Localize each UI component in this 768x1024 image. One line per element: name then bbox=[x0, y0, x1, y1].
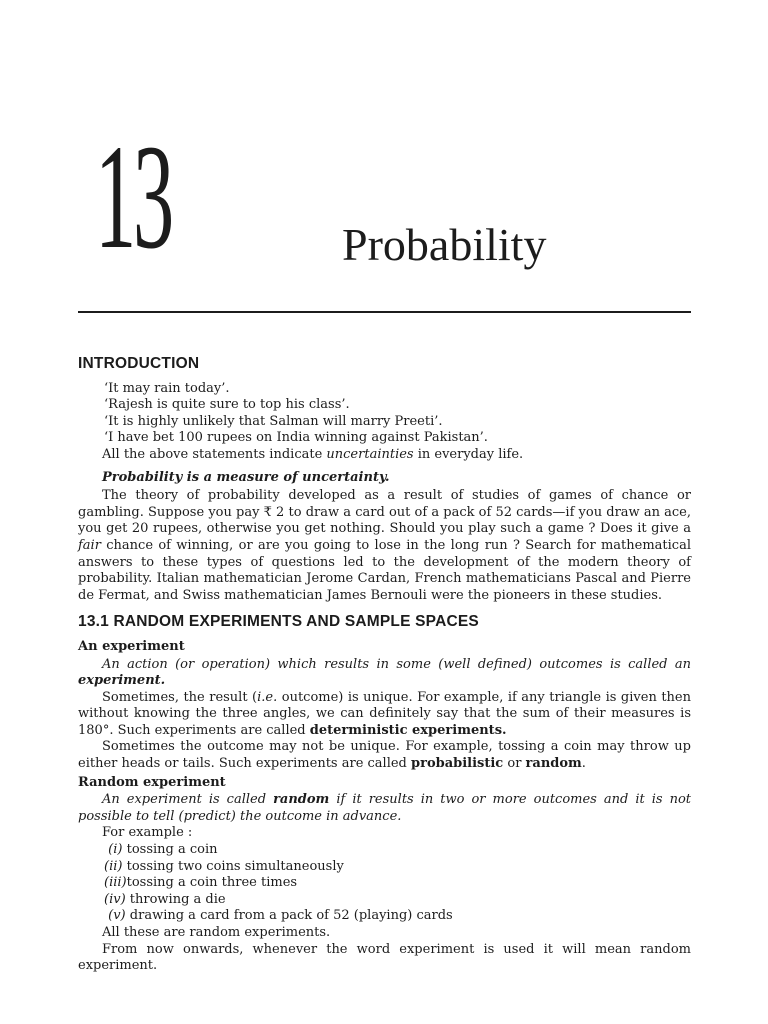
chapter-title: Probability bbox=[342, 219, 547, 270]
random-definition bbox=[78, 792, 691, 825]
probabilistic-paragraph bbox=[78, 739, 691, 772]
example-item-1 bbox=[78, 842, 691, 859]
example-item-4 bbox=[78, 892, 691, 909]
example-num: (v) bbox=[108, 908, 126, 924]
all-random-statement: All these are random experiments. bbox=[102, 925, 331, 940]
history-text-a: The theory of probability developed as a result of studies of games of chance or gambling. Suppose you pay ₹ 2 to draw a card out of a pack of 52 cards—if you draw an ace, you get 20 rupees, otherwise you get nothing. Should you play such a game ? Does it give a bbox=[78, 488, 691, 537]
example-item-3 bbox=[78, 875, 691, 892]
closing-paragraph: From now onwards, whenever the word experiment is used it will mean random experiment. bbox=[78, 941, 691, 974]
probability-statement: Probability is a measure of uncertainty. bbox=[102, 469, 390, 485]
experiment-heading: An experiment bbox=[78, 638, 185, 654]
uncertainties-term: uncertainties bbox=[326, 446, 414, 462]
experiment-def-text: An action (or operation) which results in some (well defined) outcomes is called an bbox=[102, 656, 691, 672]
statement-1: ‘It may rain today’. bbox=[104, 380, 230, 396]
summary-text: All the above statements indicate bbox=[102, 446, 327, 462]
example-num: (ii) bbox=[104, 858, 123, 874]
random-term: random bbox=[525, 756, 582, 772]
for-example: For example : bbox=[102, 825, 193, 841]
history-paragraph bbox=[78, 488, 691, 604]
ie-term: i.e. bbox=[257, 689, 278, 705]
example-text: tossing a coin three times bbox=[126, 875, 298, 891]
summary-tail: in everyday life. bbox=[413, 446, 524, 462]
det-text-b: outcome) is unique. For example, if any triangle is given then without knowing the three angles, we can definitely say that the sum of their measures is 180°. Such experiments are called bbox=[78, 689, 691, 738]
det-text-a: Sometimes, the result ( bbox=[102, 689, 258, 705]
random-experiment-heading: Random experiment bbox=[78, 774, 226, 790]
uncertainty-summary bbox=[78, 447, 691, 464]
example-num: (iv) bbox=[104, 891, 126, 907]
section-heading: 13.1 RANDOM EXPERIMENTS AND SAMPLE SPACES bbox=[78, 613, 479, 631]
chapter-number: 13 bbox=[95, 114, 171, 280]
experiment-term: experiment. bbox=[78, 673, 166, 689]
random-def-text-b: if it results in two or more outcomes and it is not possible to tell (predict) the outcome in advance. bbox=[78, 792, 691, 824]
example-text: tossing a coin bbox=[126, 842, 218, 858]
example-item-2 bbox=[78, 859, 691, 876]
example-text: tossing two coins simultaneously bbox=[126, 858, 344, 874]
example-text: drawing a card from a pack of 52 (playing) cards bbox=[129, 908, 453, 924]
deterministic-term: deterministic experiments. bbox=[309, 722, 507, 738]
statement-2: ‘Rajesh is quite sure to top his class’. bbox=[104, 397, 350, 413]
random-def-term: random bbox=[273, 792, 330, 808]
deterministic-paragraph bbox=[78, 690, 691, 740]
probabilistic-term: probabilistic bbox=[411, 756, 504, 772]
page-body bbox=[78, 356, 691, 975]
title-divider bbox=[78, 311, 691, 313]
example-item-5 bbox=[78, 908, 691, 925]
fair-term: fair bbox=[78, 537, 101, 553]
example-num: (i) bbox=[108, 842, 123, 858]
prob-end: . bbox=[581, 756, 586, 772]
example-text: throwing a die bbox=[129, 891, 226, 907]
prob-or: or bbox=[503, 756, 526, 772]
statement-3: ‘It is highly unlikely that Salman will marry Preeti’. bbox=[104, 413, 443, 429]
introduction-heading: INTRODUCTION bbox=[78, 355, 200, 372]
example-num: (iii) bbox=[104, 875, 127, 891]
prob-text-a: Sometimes the outcome may not be unique. For example, tossing a coin may throw up either heads or tails. Such experiments are called bbox=[78, 739, 691, 772]
statement-4: ‘I have bet 100 rupees on India winning against Pakistan’. bbox=[104, 430, 488, 446]
random-def-text-a: An experiment is called bbox=[102, 792, 274, 808]
history-text-b: chance of winning, or are you going to lose in the long run ? Search for mathematical answers to these types of questions led to the development of the modern theory of probability. Italian mathematician Jerome Cardan, French mathematicians Pascal and Pierre de Fermat, and Swiss mathematician James Bernouli were the pioneers in these studies. bbox=[78, 537, 691, 603]
experiment-definition bbox=[78, 657, 691, 690]
